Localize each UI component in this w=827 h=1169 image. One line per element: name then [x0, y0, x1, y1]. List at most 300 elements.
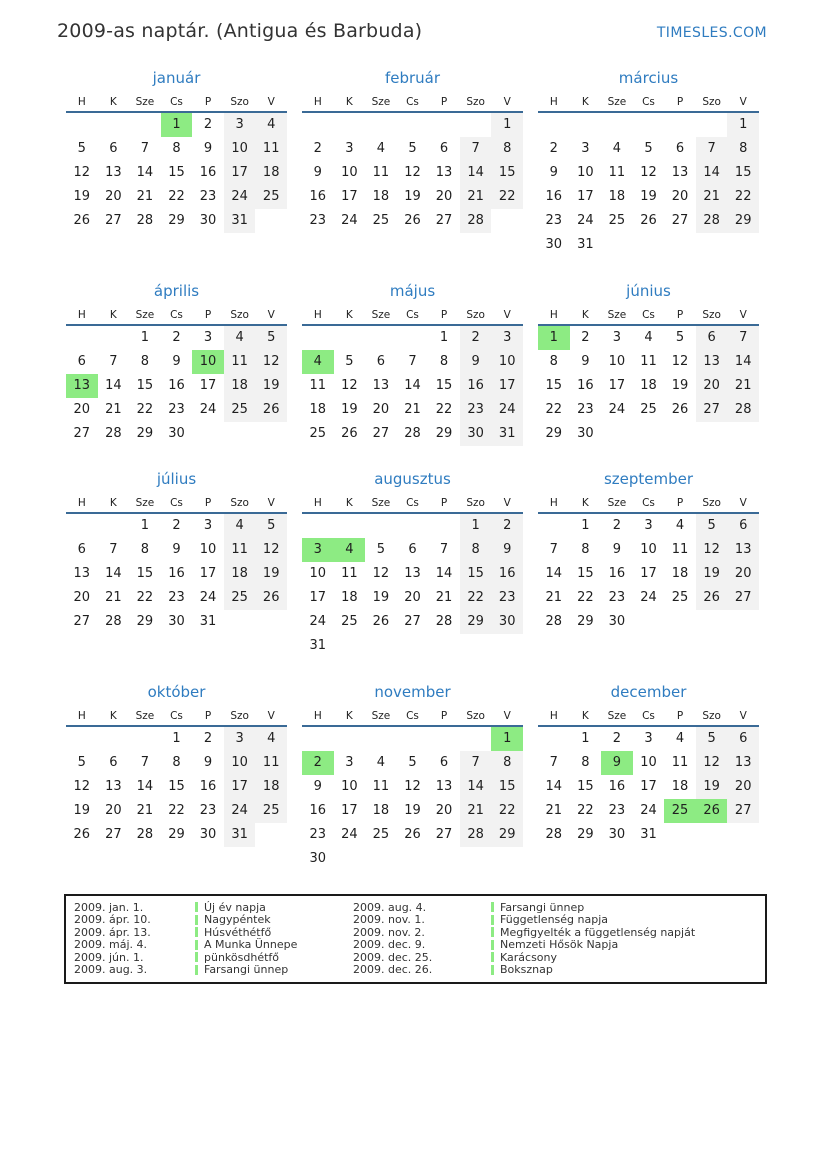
day-cell: 17	[224, 161, 256, 185]
day-cell: 26	[73, 827, 91, 842]
day-cell: 29	[435, 426, 453, 441]
day-cell: 28	[460, 209, 492, 233]
day-cell: 13	[727, 538, 759, 562]
day-cell: 11	[640, 354, 657, 369]
day-cell: 19	[696, 775, 728, 799]
week-row	[538, 137, 759, 161]
day-cell: 23	[309, 213, 327, 228]
day-cell: 7	[109, 542, 118, 557]
day-cell: 14	[545, 566, 563, 581]
day-cell: 13	[105, 779, 122, 794]
day-cell: 7	[727, 326, 759, 350]
day-cell: 24	[341, 213, 358, 228]
day-cell: 30	[491, 610, 523, 634]
empty-cell	[302, 727, 334, 751]
day-cell: 2	[172, 518, 181, 533]
day-cell: 29	[577, 614, 594, 629]
day-cell: 13	[696, 350, 728, 374]
day-cell: 10	[309, 566, 327, 581]
day-cell: 5	[696, 514, 728, 538]
day-cell: 23	[168, 590, 185, 605]
holiday-name: Nemzeti Hősök Napja	[500, 938, 619, 952]
empty-cell	[696, 610, 728, 634]
empty-cell	[664, 610, 696, 634]
day-cell: 27	[435, 213, 453, 228]
day-cell: 14	[105, 378, 122, 393]
day-cell: 8	[439, 354, 449, 369]
weekday-label: P	[676, 96, 684, 108]
empty-cell	[98, 326, 130, 350]
day-cell: 27	[671, 213, 689, 228]
day-cell: 11	[224, 538, 256, 562]
weekday-label: P	[676, 497, 684, 509]
empty-cell	[397, 847, 429, 871]
weekday-label: H	[313, 309, 322, 321]
day-cell: 22	[577, 803, 594, 818]
day-cell: 15	[727, 161, 759, 185]
day-cell: 8	[727, 137, 759, 161]
day-cell: 4	[224, 514, 256, 538]
empty-cell	[696, 233, 728, 257]
month-title: április	[153, 282, 200, 300]
day-cell: 1	[439, 330, 449, 345]
day-cell: 14	[727, 350, 759, 374]
day-cell: 25	[671, 590, 689, 605]
day-cell: 20	[435, 189, 453, 204]
weekday-label: K	[581, 497, 589, 509]
legend-entry	[66, 926, 353, 939]
weekday-label: P	[204, 497, 212, 509]
week-row	[538, 562, 759, 586]
day-cell: 18	[309, 402, 327, 417]
holiday-name: Függetlenség napja	[500, 913, 609, 927]
weekday-header-row	[538, 96, 759, 113]
month-6	[538, 282, 759, 470]
day-cell: 6	[696, 326, 728, 350]
day-cell: 17	[341, 803, 358, 818]
week-row	[66, 610, 287, 634]
week-row	[302, 514, 523, 538]
empty-cell	[397, 326, 429, 350]
week-row	[538, 326, 759, 350]
day-cell: 14	[460, 161, 492, 185]
empty-cell	[365, 113, 397, 137]
day-cell: 25	[255, 799, 287, 823]
legend-entry	[66, 964, 353, 977]
week-row	[302, 161, 523, 185]
weekday-label: Sze	[135, 497, 155, 509]
weekday-label: Sze	[607, 96, 627, 108]
week-row	[538, 514, 759, 538]
day-cell: 1	[140, 330, 150, 345]
day-cell: 27	[696, 398, 728, 422]
weekday-label: K	[345, 309, 353, 321]
day-cell: 14	[460, 775, 492, 799]
empty-cell	[727, 233, 759, 257]
day-cell: 2	[460, 326, 492, 350]
week-row	[302, 326, 523, 350]
empty-cell	[727, 422, 759, 446]
day-cell: 13	[66, 374, 98, 398]
day-cell: 3	[203, 330, 213, 345]
day-cell: 31	[491, 422, 523, 446]
empty-cell	[664, 233, 696, 257]
day-cell: 21	[105, 590, 122, 605]
week-row	[302, 823, 523, 847]
week-row	[538, 586, 759, 610]
weekday-label: P	[204, 309, 212, 321]
empty-cell	[633, 610, 665, 634]
day-cell: 4	[334, 538, 366, 562]
day-cell: 16	[168, 566, 185, 581]
day-cell: 9	[172, 354, 181, 369]
weekday-label: Cs	[170, 497, 183, 509]
month-title: október	[147, 683, 206, 701]
day-cell: 27	[372, 426, 390, 441]
day-cell: 25	[255, 185, 287, 209]
month-4	[66, 282, 287, 470]
day-cell: 24	[309, 614, 327, 629]
day-cell: 28	[404, 426, 421, 441]
holiday-name: Új év napja	[204, 900, 266, 914]
week-row	[302, 634, 523, 658]
day-cell: 12	[640, 165, 657, 180]
empty-cell	[727, 610, 759, 634]
day-cell: 3	[302, 538, 334, 562]
day-cell: 29	[136, 614, 154, 629]
day-cell: 31	[640, 827, 657, 842]
weekday-label: V	[503, 96, 511, 108]
day-cell: 1	[581, 518, 590, 533]
day-cell: 10	[341, 165, 358, 180]
empty-cell	[365, 514, 397, 538]
day-cell: 22	[545, 402, 563, 417]
day-cell: 10	[608, 354, 626, 369]
holiday-name: Boksznap	[500, 963, 553, 977]
day-cell: 24	[199, 402, 217, 417]
day-cell: 22	[168, 189, 185, 204]
day-cell: 16	[309, 189, 327, 204]
day-cell: 19	[255, 374, 287, 398]
day-cell: 29	[168, 827, 185, 842]
empty-cell	[460, 847, 492, 871]
day-cell: 29	[136, 426, 154, 441]
month-7	[66, 470, 287, 683]
empty-cell	[633, 113, 665, 137]
week-row	[66, 185, 287, 209]
weekday-label: P	[676, 710, 684, 722]
day-cell: 22	[577, 590, 594, 605]
empty-cell	[334, 514, 366, 538]
month-11	[302, 683, 523, 871]
day-cell: 15	[460, 562, 492, 586]
day-cell: 31	[224, 823, 256, 847]
day-cell: 16	[460, 374, 492, 398]
day-cell: 18	[372, 803, 390, 818]
day-cell: 29	[577, 827, 594, 842]
day-cell: 18	[671, 779, 689, 794]
week-row	[302, 562, 523, 586]
day-cell: 24	[341, 827, 358, 842]
holiday-marker-bar	[491, 927, 494, 937]
empty-cell	[334, 113, 366, 137]
week-row	[66, 514, 287, 538]
day-cell: 30	[545, 237, 563, 252]
day-cell: 18	[224, 374, 256, 398]
empty-cell	[601, 422, 633, 446]
day-cell: 23	[545, 213, 563, 228]
empty-cell	[98, 514, 130, 538]
day-cell: 6	[675, 141, 685, 156]
week-row	[66, 799, 287, 823]
weekday-label: H	[313, 710, 322, 722]
day-cell: 20	[671, 189, 689, 204]
day-cell: 17	[199, 378, 217, 393]
day-cell: 8	[172, 141, 181, 156]
day-cell: 5	[77, 141, 86, 156]
day-cell: 8	[140, 542, 150, 557]
day-cell: 24	[640, 590, 657, 605]
week-row	[66, 586, 287, 610]
empty-cell	[696, 113, 728, 137]
holiday-marker-bar	[195, 952, 198, 962]
page-title: 2009-as naptár. (Antigua és Barbuda)	[57, 20, 423, 42]
calendar-grid	[66, 69, 759, 871]
day-cell: 14	[105, 566, 122, 581]
holiday-date: 2009. jún. 1.	[74, 950, 144, 964]
day-cell: 28	[136, 827, 154, 842]
day-cell: 16	[545, 189, 563, 204]
day-cell: 25	[640, 402, 657, 417]
holiday-date: 2009. ápr. 10.	[74, 913, 151, 927]
week-row	[538, 113, 759, 137]
holiday-marker-bar	[491, 952, 494, 962]
week-row	[538, 538, 759, 562]
day-cell: 5	[644, 141, 653, 156]
day-cell: 7	[549, 542, 558, 557]
day-cell: 26	[404, 827, 421, 842]
day-cell: 20	[73, 590, 91, 605]
day-cell: 24	[224, 799, 256, 823]
day-cell: 1	[581, 731, 590, 746]
empty-cell	[334, 727, 366, 751]
day-cell: 9	[313, 165, 322, 180]
day-cell: 19	[404, 189, 421, 204]
day-cell: 10	[199, 542, 217, 557]
empty-cell	[255, 209, 287, 233]
day-cell: 24	[491, 398, 523, 422]
weekday-label: P	[204, 710, 212, 722]
day-cell: 20	[105, 189, 122, 204]
empty-cell	[428, 514, 460, 538]
day-cell: 21	[404, 402, 421, 417]
weekday-label: Sze	[371, 96, 391, 108]
week-row	[302, 422, 523, 446]
holiday-date: 2009. ápr. 13.	[74, 925, 151, 939]
weekday-label: V	[739, 710, 747, 722]
empty-cell	[460, 113, 492, 137]
week-row	[302, 209, 523, 233]
site-link[interactable]: TIMESLES.COM	[656, 25, 767, 41]
day-cell: 6	[77, 354, 86, 369]
weekday-label: Sze	[371, 710, 391, 722]
empty-cell	[224, 610, 256, 634]
day-cell: 9	[549, 165, 558, 180]
day-cell: 20	[435, 803, 453, 818]
month-2	[302, 69, 523, 282]
holiday-marker-bar	[491, 915, 494, 925]
day-cell: 22	[435, 402, 453, 417]
day-cell: 12	[73, 779, 91, 794]
empty-cell	[696, 422, 728, 446]
day-cell: 21	[136, 803, 154, 818]
day-cell: 25	[224, 586, 256, 610]
weekday-label: Sze	[371, 309, 391, 321]
day-cell: 18	[372, 189, 390, 204]
day-cell: 10	[640, 755, 657, 770]
day-cell: 15	[168, 165, 185, 180]
day-cell: 31	[577, 237, 594, 252]
empty-cell	[255, 823, 287, 847]
weekday-header-row	[66, 497, 287, 514]
week-row	[538, 799, 759, 823]
day-cell: 4	[302, 350, 334, 374]
empty-cell	[633, 422, 665, 446]
day-cell: 12	[255, 350, 287, 374]
day-cell: 11	[671, 755, 689, 770]
day-cell: 24	[199, 590, 217, 605]
empty-cell	[428, 113, 460, 137]
legend-entry	[353, 951, 765, 964]
empty-cell	[255, 610, 287, 634]
holiday-marker-bar	[491, 940, 494, 950]
day-cell: 21	[435, 590, 453, 605]
day-cell: 28	[545, 827, 563, 842]
day-cell: 22	[460, 586, 492, 610]
day-cell: 31	[309, 638, 327, 653]
holiday-date: 2009. nov. 2.	[353, 925, 425, 939]
day-cell: 7	[109, 354, 118, 369]
week-row	[538, 209, 759, 233]
weekday-label: Cs	[642, 309, 655, 321]
day-cell: 17	[341, 189, 358, 204]
day-cell: 12	[372, 566, 390, 581]
empty-cell	[365, 847, 397, 871]
day-cell: 15	[491, 161, 523, 185]
weekday-label: H	[549, 309, 558, 321]
day-cell: 15	[545, 378, 563, 393]
day-cell: 6	[77, 542, 86, 557]
month-title: március	[618, 69, 679, 87]
week-row	[302, 586, 523, 610]
day-cell: 30	[608, 614, 626, 629]
day-cell: 5	[255, 514, 287, 538]
day-cell: 26	[255, 586, 287, 610]
day-cell: 11	[255, 137, 287, 161]
day-cell: 18	[608, 189, 626, 204]
empty-cell	[428, 634, 460, 658]
weekday-label: H	[549, 497, 558, 509]
empty-cell	[428, 847, 460, 871]
weekday-label: Sze	[135, 710, 155, 722]
weekday-label: H	[77, 710, 86, 722]
weekday-label: Cs	[406, 710, 419, 722]
week-row	[302, 610, 523, 634]
day-cell: 26	[696, 799, 728, 823]
day-cell: 3	[612, 330, 622, 345]
weekday-label: Sze	[607, 710, 627, 722]
month-title: május	[389, 282, 436, 300]
day-cell: 28	[727, 398, 759, 422]
empty-cell	[255, 422, 287, 446]
day-cell: 19	[73, 189, 91, 204]
weekday-label: P	[204, 96, 212, 108]
week-row	[66, 374, 287, 398]
weekday-header-row	[302, 96, 523, 113]
weekday-label: Szo	[702, 497, 721, 509]
week-row	[538, 422, 759, 446]
holiday-date: 2009. aug. 3.	[74, 963, 148, 977]
day-cell: 31	[199, 614, 217, 629]
day-cell: 11	[608, 165, 626, 180]
month-title: február	[384, 69, 441, 87]
day-cell: 9	[460, 350, 492, 374]
holiday-date: 2009. máj. 4.	[74, 938, 147, 952]
day-cell: 6	[109, 141, 118, 156]
day-cell: 29	[168, 213, 185, 228]
weekday-label: H	[77, 497, 86, 509]
day-cell: 20	[372, 402, 390, 417]
day-cell: 15	[577, 566, 594, 581]
day-cell: 28	[105, 426, 122, 441]
day-cell: 25	[224, 398, 256, 422]
day-cell: 27	[727, 586, 759, 610]
empty-cell	[570, 113, 602, 137]
weekday-header-row	[66, 96, 287, 113]
month-title: június	[626, 282, 671, 300]
empty-cell	[491, 209, 523, 233]
legend-column-1	[66, 901, 353, 976]
week-row	[66, 727, 287, 751]
day-cell: 4	[376, 141, 386, 156]
day-cell: 4	[255, 727, 287, 751]
day-cell: 13	[435, 779, 453, 794]
day-cell: 30	[199, 213, 217, 228]
day-cell: 11	[372, 779, 390, 794]
day-cell: 17	[577, 189, 594, 204]
day-cell: 15	[435, 378, 453, 393]
day-cell: 4	[675, 518, 685, 533]
month-title: november	[374, 683, 451, 701]
day-cell: 21	[460, 185, 492, 209]
weekday-label: Sze	[371, 497, 391, 509]
week-row	[538, 751, 759, 775]
legend-entry	[353, 964, 765, 977]
weekday-label: H	[313, 96, 322, 108]
week-row	[66, 538, 287, 562]
day-cell: 13	[73, 566, 91, 581]
day-cell: 26	[255, 398, 287, 422]
week-row	[302, 350, 523, 374]
weekday-header-row	[66, 710, 287, 727]
empty-cell	[129, 727, 161, 751]
empty-cell	[397, 514, 429, 538]
day-cell: 23	[608, 590, 626, 605]
day-cell: 27	[727, 799, 759, 823]
day-cell: 6	[408, 542, 417, 557]
legend-entry	[66, 901, 353, 914]
day-cell: 12	[73, 165, 91, 180]
